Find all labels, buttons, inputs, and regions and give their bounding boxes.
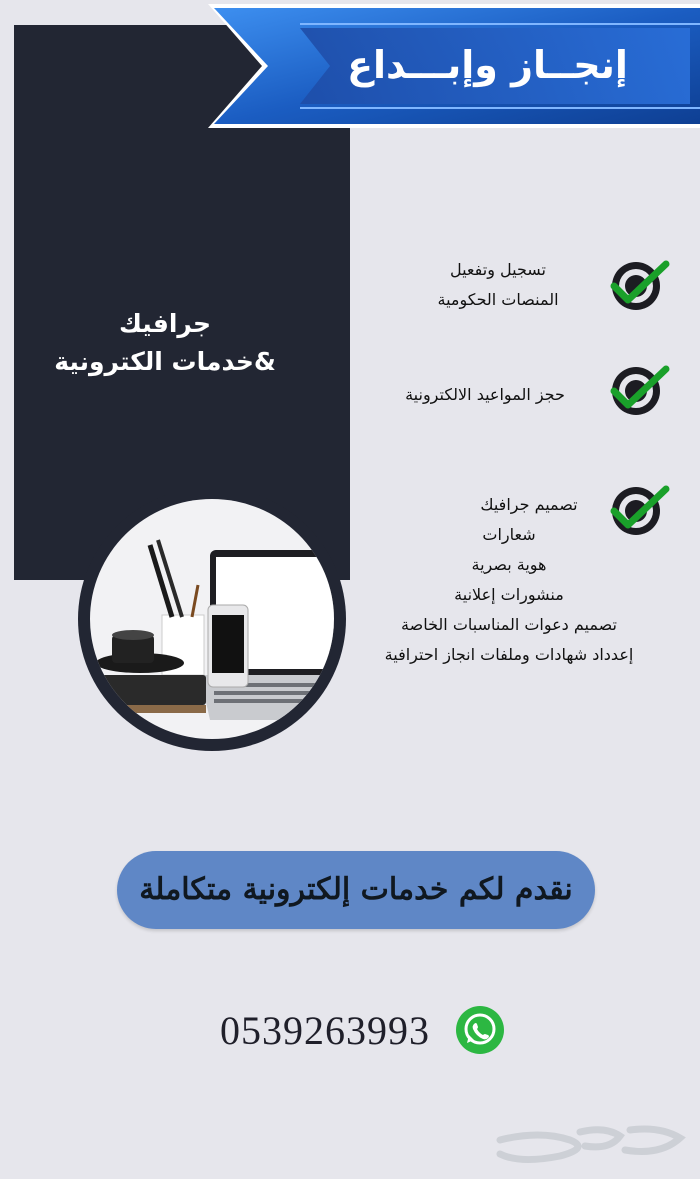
check-target-icon-1 bbox=[606, 256, 670, 312]
whatsapp-icon[interactable] bbox=[455, 1005, 505, 1055]
service-appointments bbox=[370, 380, 600, 410]
panel-title bbox=[20, 305, 310, 381]
phone-number[interactable]: 0539263993 bbox=[220, 1008, 430, 1053]
service-gov-platforms bbox=[398, 255, 598, 315]
panel-title-line-1: جرافيك bbox=[119, 309, 211, 338]
haraj-logo bbox=[470, 1110, 700, 1170]
banner-title: إنجــاز وإبـــداع bbox=[347, 43, 628, 87]
service-text: تصميم دعوات المناسبات الخاصة bbox=[401, 615, 617, 634]
service-text: هوية بصرية bbox=[471, 555, 547, 574]
workspace-photo bbox=[0, 495, 360, 760]
cta-text: نقدم لكم خدمات إلكترونية متكاملة bbox=[139, 872, 573, 907]
service-text: المنصات الحكومية bbox=[437, 290, 559, 309]
cta-pill bbox=[117, 851, 595, 929]
service-text: حجز المواعيد الالكترونية bbox=[405, 385, 565, 404]
panel-title-line-2: &خدمات الكترونية bbox=[54, 347, 276, 376]
service-text: شعارات bbox=[482, 525, 536, 544]
service-text: تصميم جرافيك bbox=[480, 495, 578, 514]
service-text: إعدداد شهادات وملفات انجاز احترافية bbox=[384, 645, 634, 664]
service-text: منشورات إعلانية bbox=[454, 585, 564, 604]
check-target-icon-2 bbox=[606, 361, 670, 417]
service-text: تسجيل وتفعيل bbox=[449, 260, 547, 279]
service-graphic-design bbox=[344, 490, 674, 670]
